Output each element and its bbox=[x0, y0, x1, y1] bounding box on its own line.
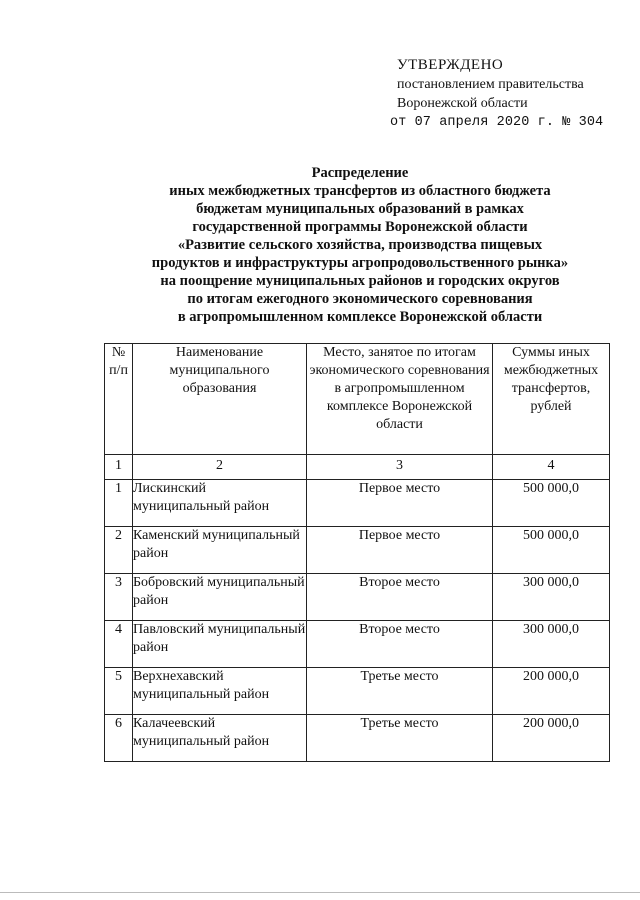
row-amount: 200 000,0 bbox=[493, 715, 610, 762]
approval-line-2: Воронежской области bbox=[397, 96, 528, 111]
title-line: государственной программы Воронежской области bbox=[192, 219, 528, 235]
approval-line-1: постановлением правительства bbox=[397, 77, 584, 92]
row-municipality: Павловский муниципальный район bbox=[133, 621, 307, 668]
row-municipality: Каменский муниципальный район bbox=[133, 527, 307, 574]
header-amount: Суммы иных межбюджетных трансфертов, рублей bbox=[493, 344, 610, 455]
row-number: 6 bbox=[105, 715, 133, 762]
approval-heading: УТВЕРЖДЕНО bbox=[397, 57, 504, 73]
row-amount: 500 000,0 bbox=[493, 480, 610, 527]
title-line: «Развитие сельского хозяйства, производства пищевых bbox=[177, 237, 543, 253]
row-municipality: Лискинский муниципальный район bbox=[133, 480, 307, 527]
row-place: Первое место bbox=[307, 527, 493, 574]
table-row bbox=[105, 574, 610, 621]
title-line: Распределение bbox=[311, 165, 409, 181]
column-number: 1 bbox=[105, 455, 133, 480]
title-line: по итогам ежегодного экономического соревнования bbox=[187, 291, 533, 307]
title-line: продуктов и инфраструктуры агропродовольственного рынка» bbox=[151, 255, 569, 271]
row-municipality: Калачеевский муниципальный район bbox=[133, 715, 307, 762]
column-number: 4 bbox=[493, 455, 610, 480]
table-header-row bbox=[105, 344, 610, 455]
table-row bbox=[105, 621, 610, 668]
column-number: 3 bbox=[307, 455, 493, 480]
row-amount: 300 000,0 bbox=[493, 574, 610, 621]
title-line: иных межбюджетных трансфертов из областного бюджета bbox=[169, 183, 551, 199]
row-number: 4 bbox=[105, 621, 133, 668]
row-number: 2 bbox=[105, 527, 133, 574]
header-place: Место, занятое по итогам экономического соревнования в агропромышленном комплексе Воронежской области bbox=[307, 344, 493, 455]
row-number: 5 bbox=[105, 668, 133, 715]
document-title bbox=[90, 164, 630, 326]
table-row bbox=[105, 668, 610, 715]
row-place: Первое место bbox=[307, 480, 493, 527]
row-number: 3 bbox=[105, 574, 133, 621]
approval-stamp bbox=[390, 56, 630, 132]
header-number: № п/п bbox=[105, 344, 133, 455]
row-place: Второе место bbox=[307, 621, 493, 668]
row-place: Третье место bbox=[307, 715, 493, 762]
table-row bbox=[105, 527, 610, 574]
approval-date-number: от 07 апреля 2020 г. № 304 bbox=[390, 115, 604, 130]
row-place: Второе место bbox=[307, 574, 493, 621]
title-line: бюджетам муниципальных образований в рамках bbox=[196, 201, 524, 217]
row-municipality: Бобровский муниципальный район bbox=[133, 574, 307, 621]
scan-edge-line bbox=[0, 892, 640, 893]
row-place: Третье место bbox=[307, 668, 493, 715]
distribution-table bbox=[104, 343, 610, 762]
row-amount: 300 000,0 bbox=[493, 621, 610, 668]
table-row bbox=[105, 715, 610, 762]
row-amount: 500 000,0 bbox=[493, 527, 610, 574]
title-line: в агропромышленном комплексе Воронежской области bbox=[177, 309, 543, 325]
header-municipality: Наименование муниципального образования bbox=[133, 344, 307, 455]
title-line: на поощрение муниципальных районов и городских округов bbox=[160, 273, 560, 289]
table-row bbox=[105, 480, 610, 527]
column-number-row bbox=[105, 455, 610, 480]
column-number: 2 bbox=[133, 455, 307, 480]
row-amount: 200 000,0 bbox=[493, 668, 610, 715]
row-municipality: Верхнехавский муниципальный район bbox=[133, 668, 307, 715]
row-number: 1 bbox=[105, 480, 133, 527]
